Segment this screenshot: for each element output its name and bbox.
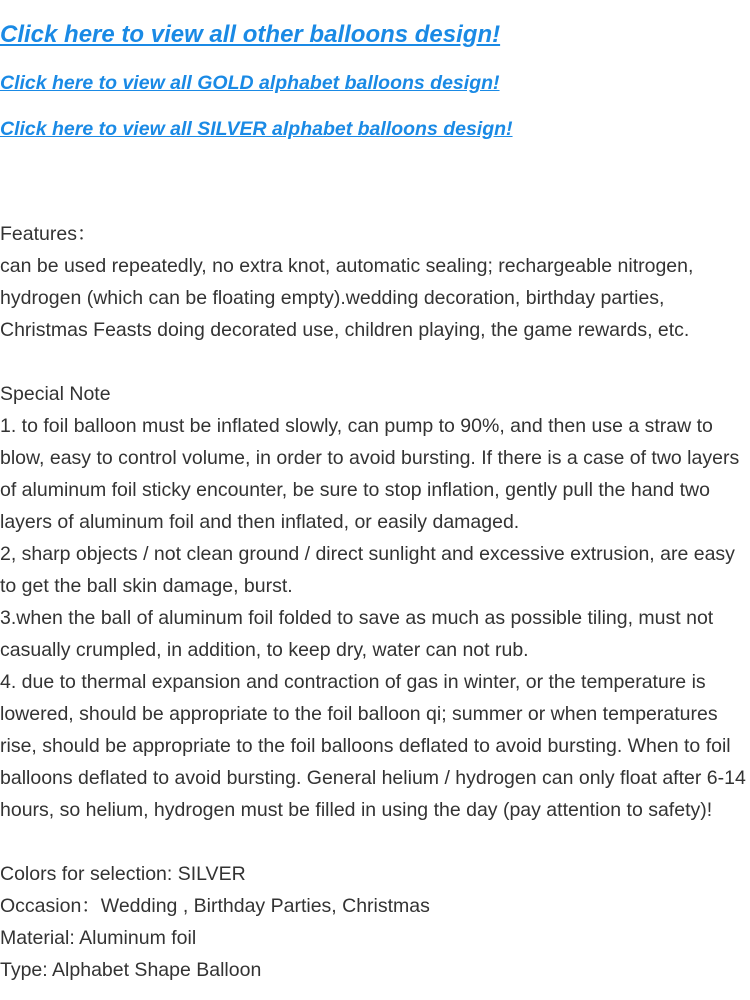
spec-occasion: Occasion：Wedding , Birthday Parties, Christmas	[0, 895, 430, 917]
view-other-balloons-link[interactable]: Click here to view all other balloons design!	[0, 21, 501, 48]
special-note-item: 4. due to thermal expansion and contraction of gas in winter, or the temperature is lowered, should be appropriate to the foil balloon qi; summer or when temperatures rise, should be appropriate to the foil balloons deflated to avoid bursting. When to foil balloons deflated to avoid bursting. General helium / hydrogen can only float after 6-14 hours, so helium, hydrogen must be filled in using the day (pay attention to safety)!	[0, 671, 746, 821]
spacer	[0, 826, 750, 858]
spec-type: Type: Alphabet Shape Balloon	[0, 959, 262, 981]
view-silver-alphabet-link[interactable]: Click here to view all SILVER alphabet balloons design!	[0, 118, 513, 140]
spacer	[0, 346, 750, 378]
features-heading: Features：	[0, 223, 97, 245]
spec-colors: Colors for selection: SILVER	[0, 863, 246, 885]
special-note-item: 3.when the ball of aluminum foil folded to save as much as possible tiling, must not casually crumpled, in addition, to keep dry, water can not rub.	[0, 607, 714, 661]
special-note-item: 2, sharp objects / not clean ground / direct sunlight and excessive extrusion, are easy to get the ball skin damage, burst.	[0, 543, 735, 597]
description-content	[0, 218, 750, 986]
features-body: can be used repeatedly, no extra knot, automatic sealing; rechargeable nitrogen, hydrogen (which can be floating empty).wedding decoration, birthday parties, Christmas Feasts doing decorated use, children playing, the game rewards, etc.	[0, 255, 694, 341]
view-gold-alphabet-link[interactable]: Click here to view all GOLD alphabet balloons design!	[0, 72, 500, 94]
special-note-item: 1. to foil balloon must be inflated slowly, can pump to 90%, and then use a straw to blow, easy to control volume, in order to avoid bursting. If there is a case of two layers of aluminum foil sticky encounter, be sure to stop inflation, gently pull the hand two layers of aluminum foil and then inflated, or easily damaged.	[0, 415, 740, 533]
spec-material: Material: Aluminum foil	[0, 927, 197, 949]
special-note-heading: Special Note	[0, 383, 111, 405]
balloon-links	[0, 0, 750, 142]
